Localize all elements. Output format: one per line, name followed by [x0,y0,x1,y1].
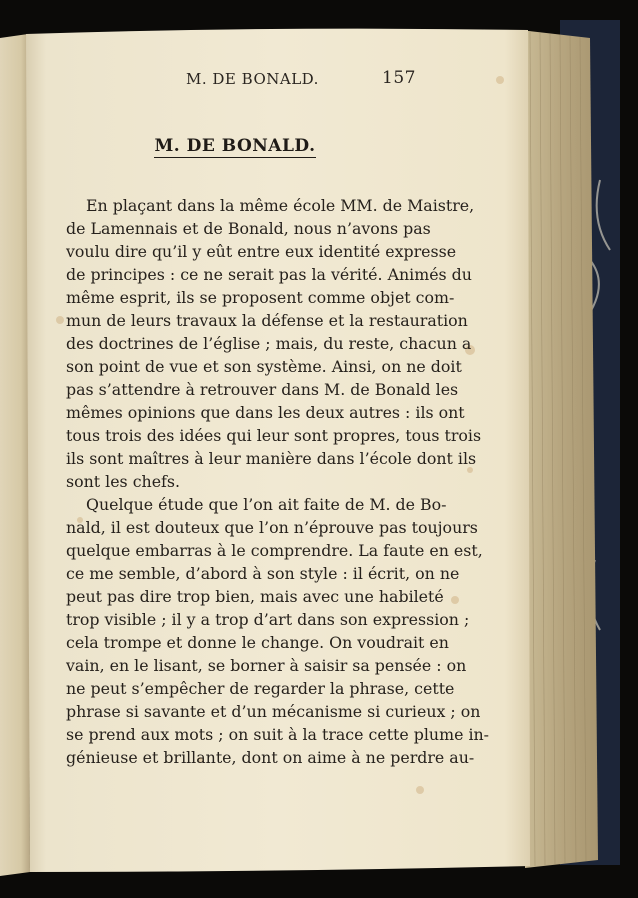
facing-page [0,34,30,876]
page-number: 157 [382,68,416,88]
text-line: mun de leurs travaux la défense et la restauration [66,311,468,330]
text-line: voulu dire qu’il y eût entre eux identité expresse [66,242,457,261]
chapter-title [0,136,470,156]
text-line: ce me semble, d’abord à son style : il écrit, on ne [66,564,460,583]
text-line: de Lamennais et de Bonald, nous n’avons pas [66,219,431,238]
text-line: tous trois des idées qui leur sont propres, tous trois [66,426,482,445]
chapter-title-text: M. DE BONALD. [154,136,316,156]
running-head: M. DE BONALD. [186,70,319,88]
page-edges [520,30,598,868]
text-line: génieuse et brillante, dont on aime à ne perdre au- [66,748,475,767]
text-line: peut pas dire trop bien, mais avec une habileté [66,587,444,606]
text-line: son point de vue et son système. Ainsi, on ne doit [66,357,462,376]
text-line: mêmes opinions que dans les deux autres : ils ont [66,403,465,422]
text-line: cela trompe et donne le change. On voudrait en [66,633,449,652]
text-line: pas s’attendre à retrouver dans M. de Bonald les [66,380,459,399]
text-line: trop visible ; il y a trop d’art dans son expression ; [66,610,470,629]
text-line: se prend aux mots ; on suit à la trace cette plume in- [66,725,490,744]
text-line: vain, en le lisant, se borner à saisir sa pensée : on [66,656,467,675]
text-line: Quelque étude que l’on ait faite de M. de Bo- [86,495,447,514]
text-line: de principes : ce ne serait pas la vérité. Animés du [66,265,472,284]
text-line: ils sont maîtres à leur manière dans l’école dont ils [66,449,477,468]
body-text [66,194,490,769]
text-line: des doctrines de l’église ; mais, du reste, chacun a [66,334,472,353]
text-line: même esprit, ils se proposent comme objet com- [66,288,455,307]
text-line: ne peut s’empêcher de regarder la phrase, cette [66,679,455,698]
text-line: nald, il est douteux que l’on n’éprouve pas toujours [66,518,478,537]
text-line: phrase si savante et d’un mécanisme si curieux ; on [66,702,481,721]
text-line: quelque embarras à le comprendre. La faute en est, [66,541,483,560]
text-line: sont les chefs. [66,472,181,491]
text-line: En plaçant dans la même école MM. de Maistre, [86,196,475,215]
